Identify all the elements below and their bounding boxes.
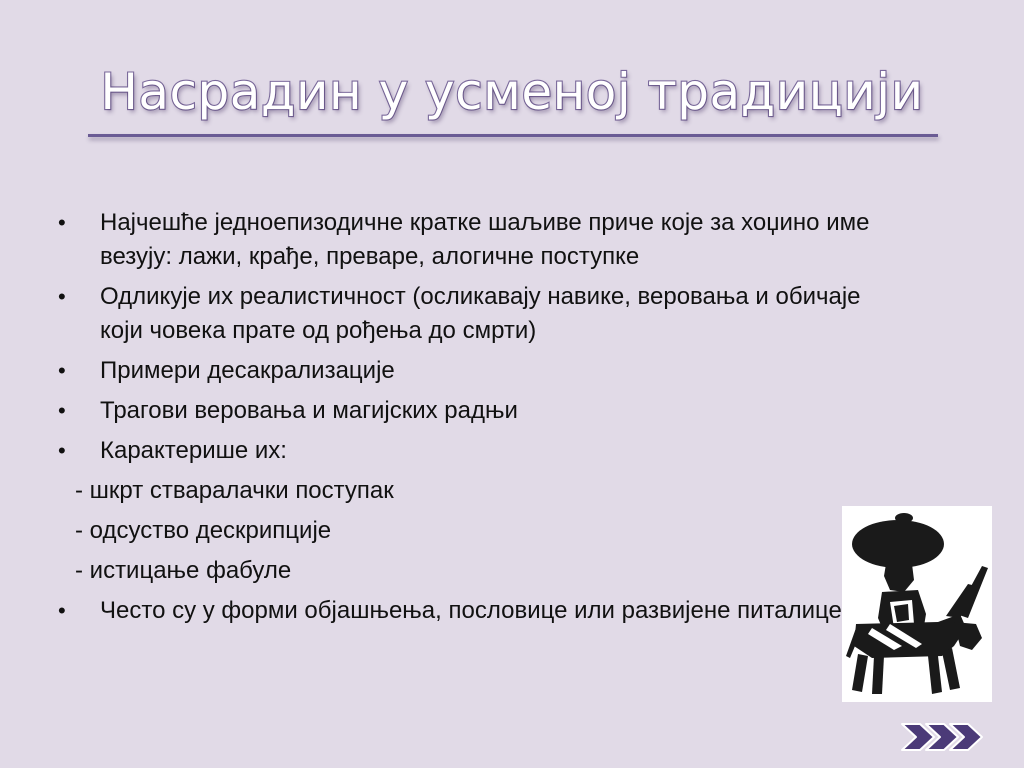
list-item-text: Примери десакрализације — [100, 357, 395, 384]
slide-title: Насрадин у усменој традицији — [100, 63, 924, 121]
nasreddin-on-donkey-icon — [842, 506, 992, 702]
bullet-icon: • — [58, 210, 66, 235]
bullet-icon: • — [58, 598, 66, 623]
next-slide-arrows-icon[interactable] — [898, 720, 986, 754]
list-item — [58, 354, 888, 388]
bullet-icon: • — [58, 438, 66, 463]
sub-list-item: - шкрт стваралачки поступак — [75, 477, 394, 504]
list-item-text: Одликује их реалистичност (осликавају навике, веровања и обичаје који човека прате од рођења до смрти) — [100, 283, 861, 344]
bullet-list — [58, 206, 888, 634]
list-item-text: Најчешће једноепизодичне кратке шаљиве приче које за хоџино име везују: лажи, крађе, преваре, алогичне поступке — [100, 209, 870, 270]
list-item-text: Често су у форми објашњења, пословице или развијене питалице — [100, 597, 842, 624]
list-item-text: Трагови веровања и магијских радњи — [100, 397, 518, 424]
list-item — [58, 280, 888, 348]
sub-list-item: - истицање фабуле — [75, 557, 292, 584]
title-underline — [88, 134, 938, 137]
list-item — [58, 594, 888, 628]
list-item — [58, 206, 888, 274]
list-item-text: Карактерише их: — [100, 437, 287, 464]
bullet-icon: • — [58, 284, 66, 309]
bullet-icon: • — [58, 358, 66, 383]
list-item — [58, 394, 888, 428]
sub-list-item: - одсуство дескрипције — [75, 517, 332, 544]
bullet-icon: • — [58, 398, 66, 423]
list-item — [58, 434, 888, 468]
